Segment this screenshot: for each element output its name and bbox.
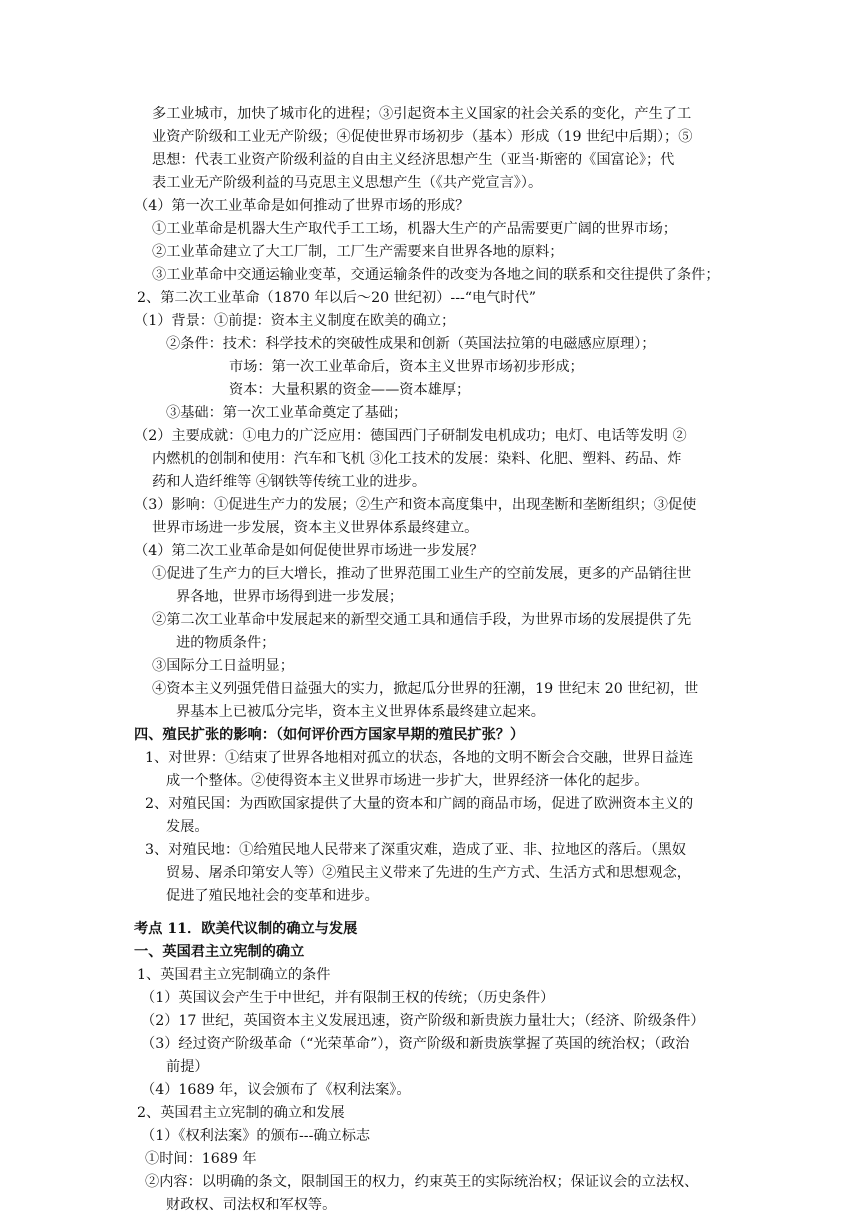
- text-line: （3）经过资产阶级革命（“光荣革命”），资产阶级和新贵族掌握了英国的统治权；（政治: [141, 1036, 690, 1052]
- text-line: （3）影响：①促进生产力的发展；②生产和资本高度集中，出现垄断和垄断组织；③促使: [134, 497, 697, 513]
- text-line: 界各地，世界市场得到进一步发展；: [176, 589, 404, 605]
- text-line: 财政权、司法权和军权等。: [166, 1197, 337, 1213]
- text-line: ③国际分工日益明显；: [152, 658, 294, 674]
- text-line: 资本：大量积累的资金——资本雄厚；: [229, 382, 471, 398]
- topic-heading: 考点 11．欧美代议制的确立与发展: [134, 921, 358, 937]
- text-line: 界基本上已被瓜分完毕，资本主义世界体系最终建立起来。: [176, 704, 545, 720]
- text-line: 促进了殖民地社会的变革和进步。: [166, 888, 379, 904]
- text-line: ③工业革命中交通运输业变革，交通运输条件的改变为各地之间的联系和交往提供了条件；: [152, 267, 720, 283]
- text-line: 世界市场进一步发展，资本主义世界体系最终建立。: [152, 520, 479, 536]
- text-line: （2）17 世纪，英国资本主义发展迅速，资产阶级和新贵族力量壮大；（经济、阶级条件）: [141, 1013, 705, 1029]
- text-line: 2、第二次工业革命（1870 年以后～20 世纪初）---“电气时代”: [137, 290, 537, 306]
- text-line: ①时间：1689 年: [145, 1151, 257, 1167]
- text-line: ②第二次工业革命中发展起来的新型交通工具和通信手段，为世界市场的发展提供了先: [152, 612, 692, 628]
- text-line: （2）主要成就：①电力的广泛应用：德国西门子研制发电机成功；电灯、电话等发明 ②: [134, 428, 687, 444]
- text-line: （4）第二次工业革命是如何促使世界市场进一步发展？: [134, 543, 484, 559]
- text-line: ①促进了生产力的巨大增长，推动了世界范围工业生产的空前发展，更多的产品销往世: [152, 566, 692, 582]
- text-line: 2、英国君主立宪制的确立和发展: [137, 1105, 345, 1121]
- text-line: 1、对世界：①结束了世界各地相对孤立的状态，各地的文明不断会合交融，世界日益连: [145, 750, 694, 766]
- text-line: ④资本主义列强凭借日益强大的实力，掀起瓜分世界的狂潮，19 世纪末 20 世纪初，世: [152, 681, 699, 697]
- text-line: 1、英国君主立宪制确立的条件: [137, 967, 331, 983]
- text-line: 多工业城市，加快了城市化的进程；③引起资本主义国家的社会关系的变化，产生了工: [152, 106, 692, 122]
- section-heading: 四、殖民扩张的影响：（如何评价西方国家早期的殖民扩张？）: [134, 727, 525, 743]
- text-line: 进的物质条件；: [176, 635, 276, 651]
- text-line: 成一个整体。②使得资本主义世界市场进一步扩大，世界经济一体化的起步。: [166, 773, 649, 789]
- text-line: 贸易、屠杀印第安人等）②殖民主义带来了先进的生产方式、生活方式和思想观念，: [166, 865, 691, 881]
- text-line: ①工业革命是机器大生产取代手工工场，机器大生产的产品需要更广阔的世界市场；: [152, 221, 677, 237]
- text-line: （1）背景：①前提：资本主义制度在欧美的确立；: [134, 313, 456, 329]
- text-line: 2、对殖民国：为西欧国家提供了大量的资本和广阔的商品市场，促进了欧洲资本主义的: [145, 796, 694, 812]
- section-heading: 一、英国君主立宪制的确立: [134, 944, 305, 960]
- text-line: （4）第一次工业革命是如何推动了世界市场的形成？: [134, 198, 470, 214]
- text-line: 前提）: [166, 1059, 209, 1075]
- text-line: 市场：第一次工业革命后，资本主义世界市场初步形成；: [229, 359, 584, 375]
- text-line: 业资产阶级和工业无产阶级；④促使世界市场初步（基本）形成（19 世纪中后期）；⑤: [152, 129, 693, 145]
- text-line: 3、对殖民地：①给殖民地人民带来了深重灾难，造成了亚、非、拉地区的落后。（黑奴: [145, 842, 687, 858]
- text-line: （4）1689 年，议会颁布了《权利法案》。: [141, 1082, 411, 1098]
- text-line: ②条件：技术：科学技术的突破性成果和创新（英国法拉第的电磁感应原理）；: [166, 336, 656, 352]
- text-line: 表工业无产阶级利益的马克思主义思想产生（《共产党宣言》）。: [152, 175, 543, 191]
- text-line: （1）英国议会产生于中世纪，并有限制王权的传统；（历史条件）: [141, 990, 555, 1006]
- text-line: 思想：代表工业资产阶级利益的自由主义经济思想产生（亚当·斯密的《国富论》；代: [152, 152, 675, 168]
- text-line: ②工业革命建立了大工厂制，工厂生产需要来自世界各地的原料；: [152, 244, 564, 260]
- text-line: （1）《权利法案》的颁布---确立标志: [141, 1128, 371, 1144]
- text-line: 内燃机的创制和使用：汽车和飞机 ③化工技术的发展：染料、化肥、塑料、药品、炸: [152, 451, 682, 467]
- text-line: 药和人造纤维等 ④钢铁等传统工业的进步。: [152, 474, 427, 490]
- text-line: ②内容：以明确的条文，限制国王的权力，约束英王的实际统治权；保证议会的立法权、: [145, 1174, 699, 1190]
- text-line: 发展。: [166, 819, 209, 835]
- text-line: ③基础：第一次工业革命奠定了基础；: [166, 405, 408, 421]
